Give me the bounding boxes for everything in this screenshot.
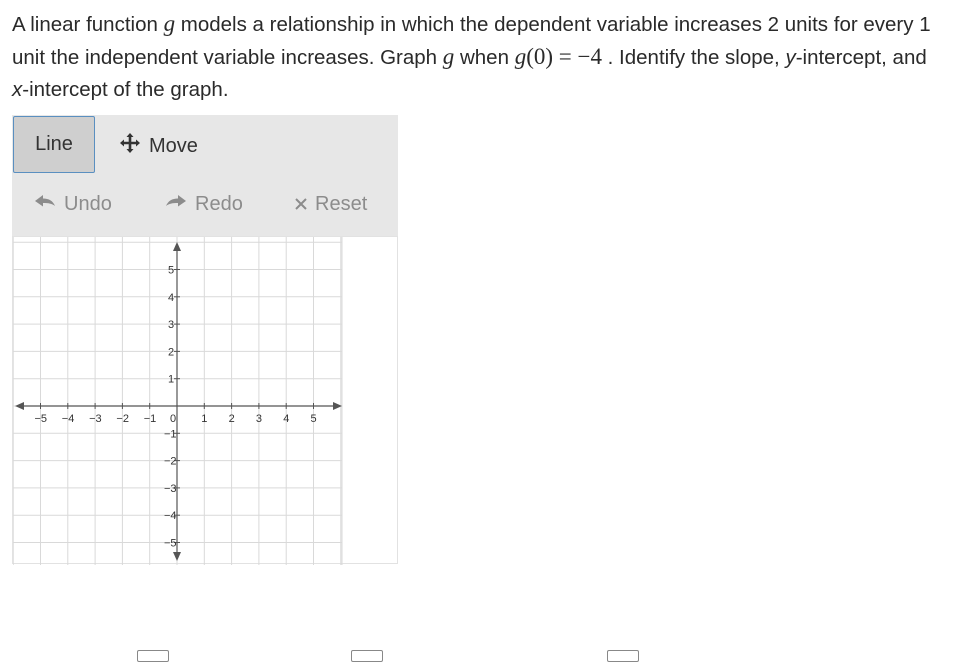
- graph-toolbar: [12, 115, 398, 236]
- coordinate-graph[interactable]: [12, 236, 398, 564]
- y-tick-label: 2: [168, 346, 175, 359]
- redo-arrow-icon: [165, 193, 187, 216]
- question-text-part: models a relationship in which the dependent variable increases 2 units for every 1 unit the independent variable increases. Graph: [12, 13, 931, 69]
- x-tick-label: −1: [143, 413, 157, 425]
- answer-box[interactable]: [137, 650, 169, 662]
- y-tick-label: −5: [164, 537, 177, 550]
- x-tick-label: 3: [255, 413, 263, 425]
- tick-labels: [35, 265, 317, 550]
- y-tick-label: 1: [168, 373, 175, 386]
- answer-box[interactable]: [607, 650, 639, 662]
- variable-x: x: [12, 78, 23, 101]
- y-tick-label: −2: [164, 455, 177, 468]
- undo-label: Undo: [64, 193, 112, 215]
- function-name: g: [442, 44, 455, 69]
- reset-label: Reset: [315, 193, 368, 215]
- redo-button[interactable]: [165, 193, 243, 216]
- y-tick-label: 4: [168, 291, 175, 304]
- y-tick-label: 5: [168, 264, 175, 277]
- line-tool-label: Line: [35, 133, 73, 155]
- x-tick-label: 2: [228, 413, 235, 425]
- function-equation: g(0) = −4: [514, 44, 602, 69]
- graph-canvas[interactable]: [13, 237, 399, 565]
- redo-label: Redo: [195, 193, 243, 215]
- y-tick-label: 3: [168, 319, 175, 332]
- close-icon: [295, 193, 307, 216]
- y-tick-label: −3: [164, 482, 177, 495]
- y-axis-arrow-up: [173, 242, 181, 251]
- question-text-part: when: [454, 46, 515, 69]
- x-tick-label: −2: [116, 413, 129, 425]
- y-axis-arrow-down: [173, 552, 181, 561]
- y-tick-label: −4: [164, 510, 177, 523]
- x-tick-label: −5: [34, 413, 48, 425]
- question-text-part: A linear function: [12, 13, 164, 36]
- undo-arrow-icon: [34, 193, 56, 216]
- question-text-part: -intercept, and: [795, 46, 927, 69]
- question-text: [12, 8, 942, 106]
- question-text-part: -intercept of the graph.: [22, 78, 229, 101]
- x-tick-label: 1: [201, 413, 208, 425]
- question-text-part: . Identify the slope,: [601, 46, 786, 69]
- origin-label: 0: [170, 413, 177, 425]
- axes: [15, 242, 342, 561]
- answer-box[interactable]: [351, 650, 383, 662]
- x-axis-arrow-left: [15, 402, 24, 410]
- reset-button[interactable]: [295, 193, 367, 216]
- move-icon: [119, 132, 141, 160]
- variable-y: y: [785, 46, 796, 69]
- x-tick-label: 4: [283, 413, 290, 425]
- line-tool-button[interactable]: [13, 116, 95, 173]
- move-tool-label: Move: [149, 134, 198, 157]
- y-tick-label: −1: [164, 428, 177, 441]
- x-tick-label: 5: [310, 413, 317, 425]
- undo-button[interactable]: [34, 193, 112, 216]
- move-tool-button[interactable]: [119, 132, 198, 160]
- x-tick-label: −3: [89, 413, 102, 425]
- x-tick-label: −4: [61, 413, 75, 425]
- function-name: g: [163, 11, 176, 36]
